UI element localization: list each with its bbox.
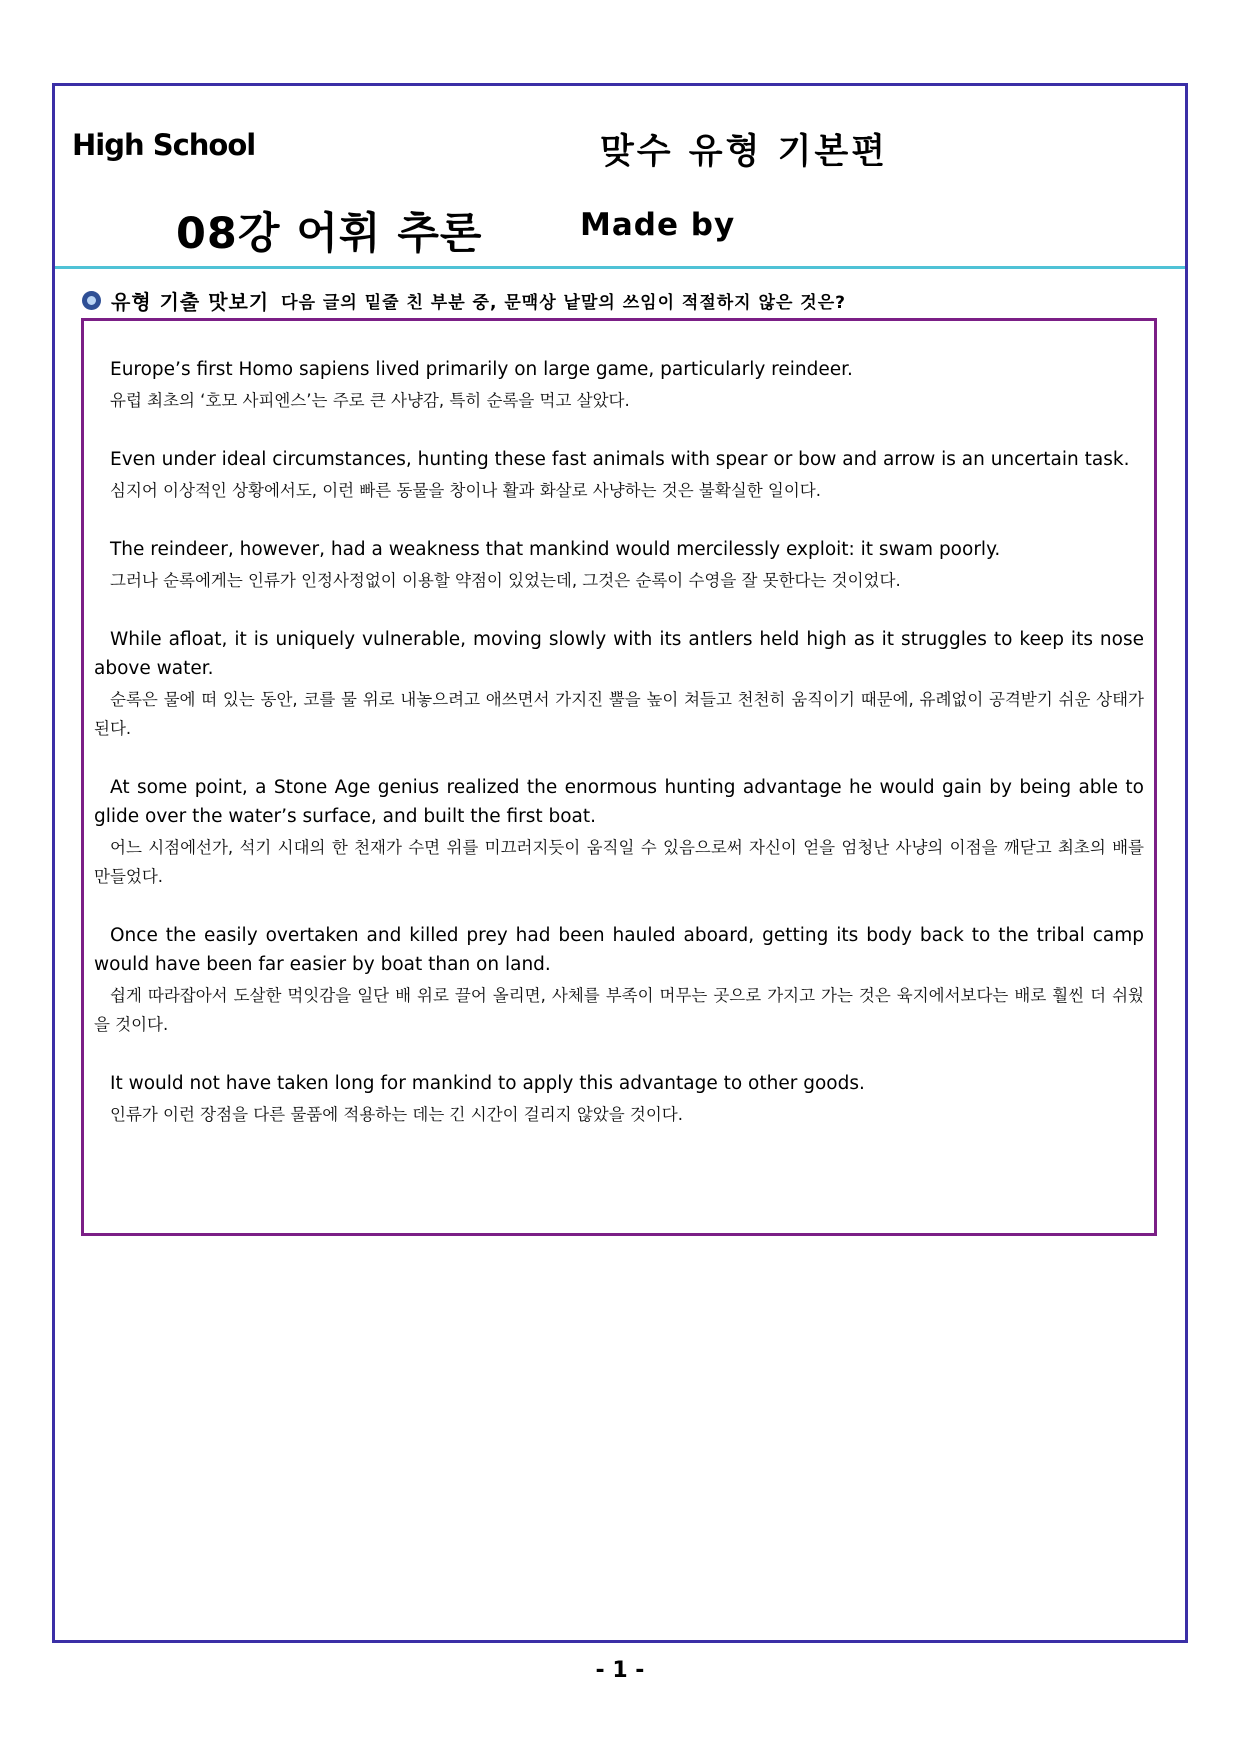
korean-translation: 유럽 최초의 ‘호모 사피엔스’는 주로 큰 사냥감, 특히 순록을 먹고 살았다. (110, 391, 630, 410)
sentence-pair (94, 625, 1144, 743)
english-sentence: At some point, a Stone Age genius realized the enormous hunting advantage he would gain by being able to glide over the water’s surface, and built the first boat. (94, 777, 1144, 827)
korean-translation: 인류가 이런 장점을 다른 물품에 적용하는 데는 긴 시간이 걸리지 않았을 것이다. (110, 1105, 683, 1124)
question-line (82, 286, 846, 315)
english-sentence: Even under ideal circumstances, hunting these fast animals with spear or bow and arrow is an uncertain task. (110, 449, 1130, 470)
sentence-pair (94, 535, 1144, 595)
circle-bullet-icon (82, 291, 101, 310)
sentence-pair (94, 773, 1144, 891)
sentence-pair (94, 445, 1144, 505)
level-title: High School (72, 128, 256, 162)
english-sentence: The reindeer, however, had a weakness that mankind would mercilessly exploit: it swam poorly. (110, 539, 1001, 560)
sentence-pair (94, 1069, 1144, 1129)
english-sentence: Europe’s first Homo sapiens lived primarily on large game, particularly reindeer. (110, 359, 853, 380)
sentence-pair (94, 355, 1144, 415)
english-sentence: While afloat, it is uniquely vulnerable, moving slowly with its antlers held high as it struggles to keep its nose above water. (94, 629, 1144, 679)
series-title: 맞수 유형 기본편 (600, 132, 889, 172)
sentence-pair (94, 921, 1144, 1039)
question-label: 유형 기출 맛보기 (111, 290, 270, 314)
page-number: - 1 - (595, 1658, 645, 1683)
header-divider (55, 266, 1185, 269)
korean-translation: 심지어 이상적인 상황에서도, 이런 빠른 동물을 창이나 활과 화살로 사냥하는 것은 불확실한 일이다. (110, 481, 821, 500)
english-sentence: It would not have taken long for mankind to apply this advantage to other goods. (110, 1073, 865, 1094)
korean-translation: 그러나 순록에게는 인류가 인정사정없이 이용할 약점이 있었는데, 그것은 순록이 수영을 잘 못한다는 것이었다. (110, 571, 901, 590)
korean-translation: 순록은 물에 떠 있는 동안, 코를 물 위로 내놓으려고 애쓰면서 가지진 뿔을 높이 쳐들고 천천히 움직이기 때문에, 유례없이 공격받기 쉬운 상태가 된다. (94, 690, 1144, 738)
korean-translation: 쉽게 따라잡아서 도살한 먹잇감을 일단 배 위로 끌어 올리면, 사체를 부족이 머무는 곳으로 가지고 가는 것은 육지에서보다는 배로 훨씬 더 쉬웠을 것이다. (94, 986, 1144, 1034)
korean-translation: 어느 시점에선가, 석기 시대의 한 천재가 수면 위를 미끄러지듯이 움직일 수 있음으로써 자신이 얻을 엄청난 사냥의 이점을 깨닫고 최초의 배를 만들었다. (94, 838, 1144, 886)
passage-box (81, 318, 1157, 1236)
question-text: 다음 글의 밑줄 친 부분 중, 문맥상 낱말의 쓰임이 적절하지 않은 것은? (281, 293, 846, 313)
english-sentence: Once the easily overtaken and killed prey had been hauled aboard, getting its body back to the tribal camp would have been far easier by boat than on land. (94, 925, 1144, 975)
lesson-title: 08강 어휘 추론 (176, 209, 483, 259)
made-by-label: Made by (580, 207, 736, 243)
